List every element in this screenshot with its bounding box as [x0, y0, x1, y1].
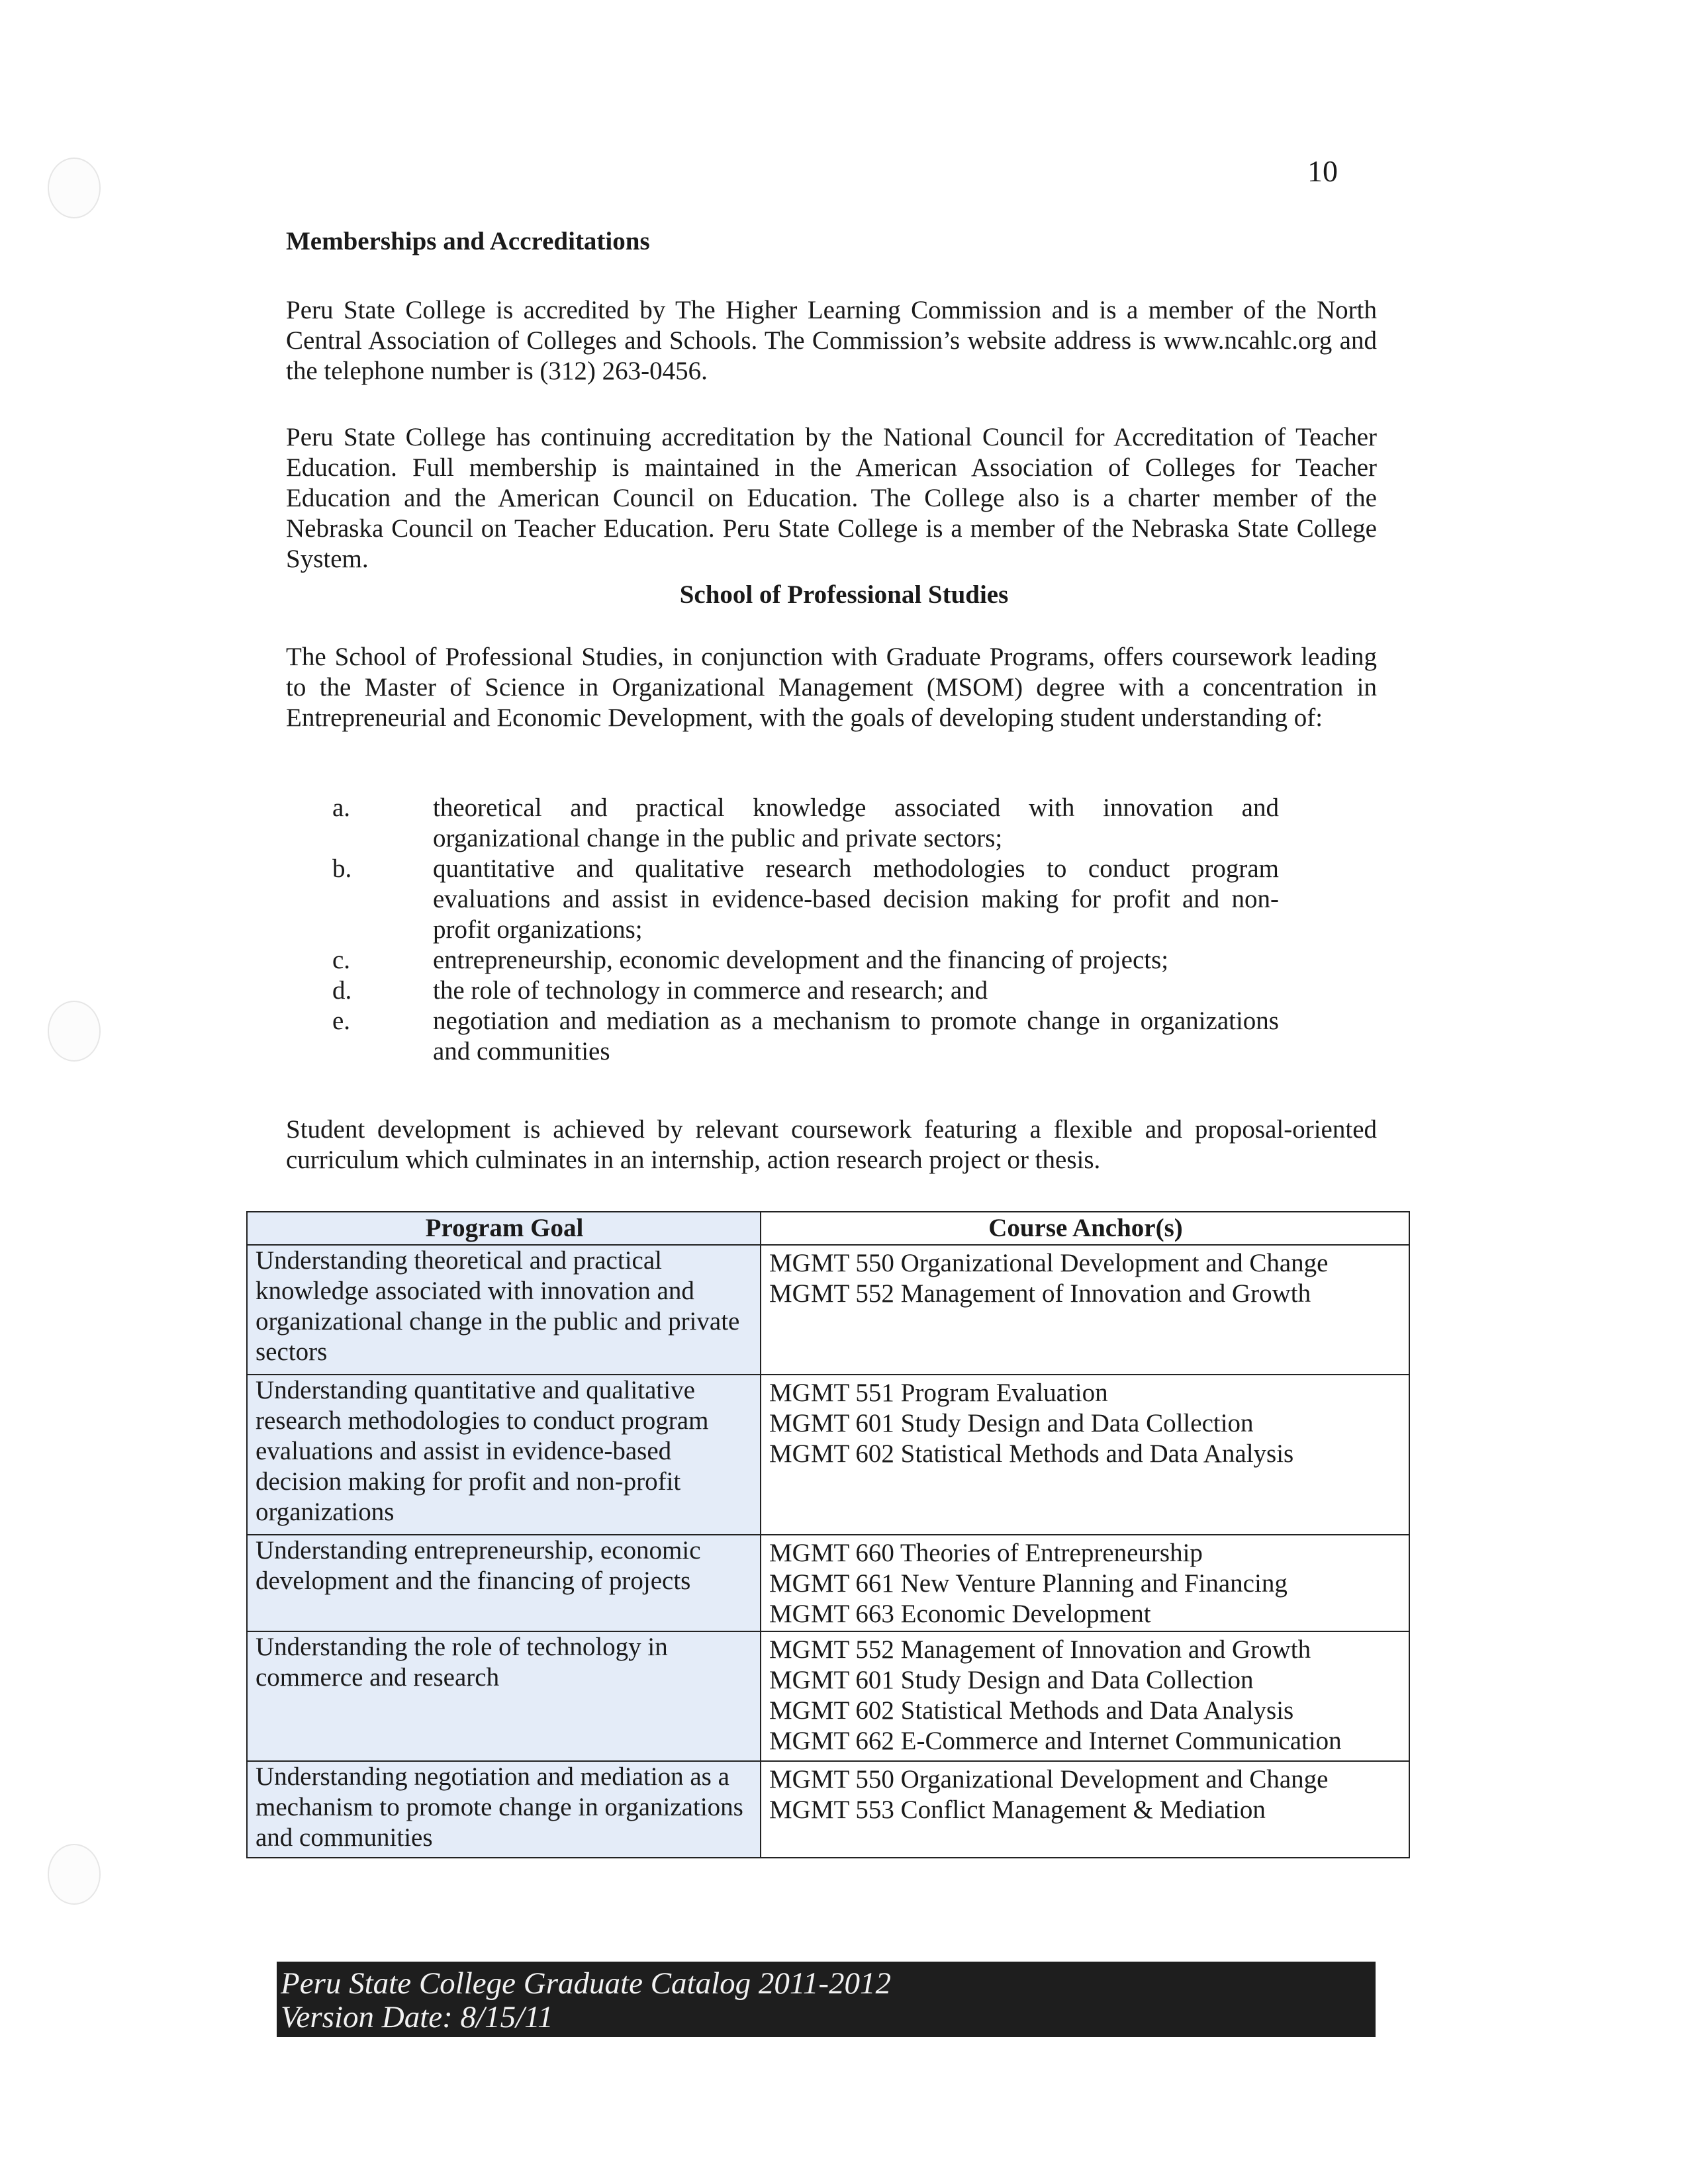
goal-item-b [286, 854, 1279, 945]
memberships-heading: Memberships and Accreditations [286, 227, 650, 255]
goal-text: negotiation and mediation as a mechanism to promote change in organizations and communities [433, 1007, 1279, 1066]
goal-item-c [286, 945, 1279, 976]
course-anchor: MGMT 552 Management of Innovation and Growth [769, 1279, 1311, 1308]
program-goals-table [246, 1211, 1410, 1858]
memberships-paragraph-2: Peru State College has continuing accreditation by the National Council for Accreditation of Teacher Education. Full membership is maintained in the American Association of Colleges for Teacher Education and the American Council on Education. The College also is a charter member of the Nebraska Council on Teacher Education. Peru State College is a member of the Nebraska State College System. [286, 423, 1377, 573]
course-anchor: MGMT 601 Study Design and Data Collection [769, 1409, 1254, 1437]
program-goal-cell: Understanding entrepreneurship, economic development and the financing of projects [247, 1535, 761, 1631]
goal-item-d [286, 976, 1279, 1006]
course-anchor: MGMT 601 Study Design and Data Collection [769, 1666, 1254, 1694]
course-anchor: MGMT 602 Statistical Methods and Data Analysis [769, 1696, 1294, 1725]
goal-text: quantitative and qualitative research methodologies to conduct program evaluations and assist in evidence-based decision making for profit and non-profit organizations; [433, 854, 1279, 944]
course-anchor-cell [761, 1535, 1409, 1631]
table-row [247, 1375, 1409, 1535]
table-row [247, 1245, 1409, 1375]
punch-hole-bottom [48, 1844, 101, 1905]
course-anchor-cell [761, 1245, 1409, 1375]
program-goal-cell: Understanding theoretical and practical knowledge associated with innovation and organizational change in the public and private sectors [247, 1245, 761, 1375]
goal-letter: c. [332, 946, 351, 974]
professional-studies-intro: The School of Professional Studies, in conjunction with Graduate Programs, offers coursework leading to the Master of Science in Organizational Management (MSOM) degree with a concentration in Entrepreneurial and Economic Development, with the goals of developing student understanding of: [286, 643, 1377, 732]
course-anchor-header: Course Anchor(s) [761, 1212, 1409, 1245]
table-row [247, 1761, 1409, 1858]
course-anchor-cell [761, 1375, 1409, 1535]
course-anchor: MGMT 553 Conflict Management & Mediation [769, 1796, 1266, 1824]
goal-text: the role of technology in commerce and research; and [433, 976, 988, 1005]
program-goal-header: Program Goal [247, 1212, 761, 1245]
course-anchor-cell [761, 1631, 1409, 1761]
goal-letter: b. [332, 854, 352, 883]
course-anchor: MGMT 552 Management of Innovation and Growth [769, 1635, 1311, 1664]
table-header-row [247, 1212, 1409, 1245]
student-development-paragraph: Student development is achieved by relevant coursework featuring a flexible and proposal-oriented curriculum which culminates in an internship, action research project or thesis. [286, 1115, 1377, 1174]
course-anchor: MGMT 550 Organizational Development and Change [769, 1765, 1329, 1794]
goals-list [286, 793, 1279, 1067]
goal-text: entrepreneurship, economic development and the financing of projects; [433, 946, 1169, 974]
course-anchor: MGMT 602 Statistical Methods and Data Analysis [769, 1439, 1294, 1468]
memberships-paragraph-1: Peru State College is accredited by The Higher Learning Commission and is a member of the North Central Association of Colleges and Schools. The Commission’s website address is www.ncahlc.org and the telephone number is (312) 263-0456. [286, 296, 1377, 385]
table-row [247, 1535, 1409, 1631]
program-goal-cell: Understanding negotiation and mediation as a mechanism to promote change in organizations and communities [247, 1761, 761, 1858]
course-anchor: MGMT 663 Economic Development [769, 1600, 1151, 1628]
goal-text: theoretical and practical knowledge associated with innovation and organizational change in the public and private sectors; [433, 794, 1279, 852]
footer-version-date: Version Date: 8/15/11 [281, 2000, 553, 2034]
professional-studies-heading: School of Professional Studies [679, 580, 1009, 609]
course-anchor: MGMT 661 New Venture Planning and Financing [769, 1569, 1288, 1598]
table-row [247, 1631, 1409, 1761]
goal-letter: e. [332, 1007, 351, 1035]
footer-catalog-title: Peru State College Graduate Catalog 2011-2012 [281, 1966, 892, 2001]
catalog-footer [277, 1962, 1376, 2037]
goal-letter: a. [332, 794, 351, 822]
punch-hole-top [48, 158, 101, 218]
course-anchor: MGMT 662 E-Commerce and Internet Communication [769, 1727, 1342, 1755]
page-number: 10 [1307, 154, 1338, 188]
program-goal-cell: Understanding the role of technology in commerce and research [247, 1631, 761, 1761]
goal-item-a [286, 793, 1279, 854]
goal-item-e [286, 1006, 1279, 1067]
course-anchor: MGMT 551 Program Evaluation [769, 1379, 1108, 1407]
course-anchor-cell [761, 1761, 1409, 1858]
course-anchor: MGMT 660 Theories of Entrepreneurship [769, 1539, 1203, 1567]
course-anchor: MGMT 550 Organizational Development and Change [769, 1249, 1329, 1277]
punch-hole-middle [48, 1001, 101, 1062]
goal-letter: d. [332, 976, 352, 1005]
program-goal-cell: Understanding quantitative and qualitative research methodologies to conduct program evaluations and assist in evidence-based decision making for profit and non-profit organizations [247, 1375, 761, 1535]
